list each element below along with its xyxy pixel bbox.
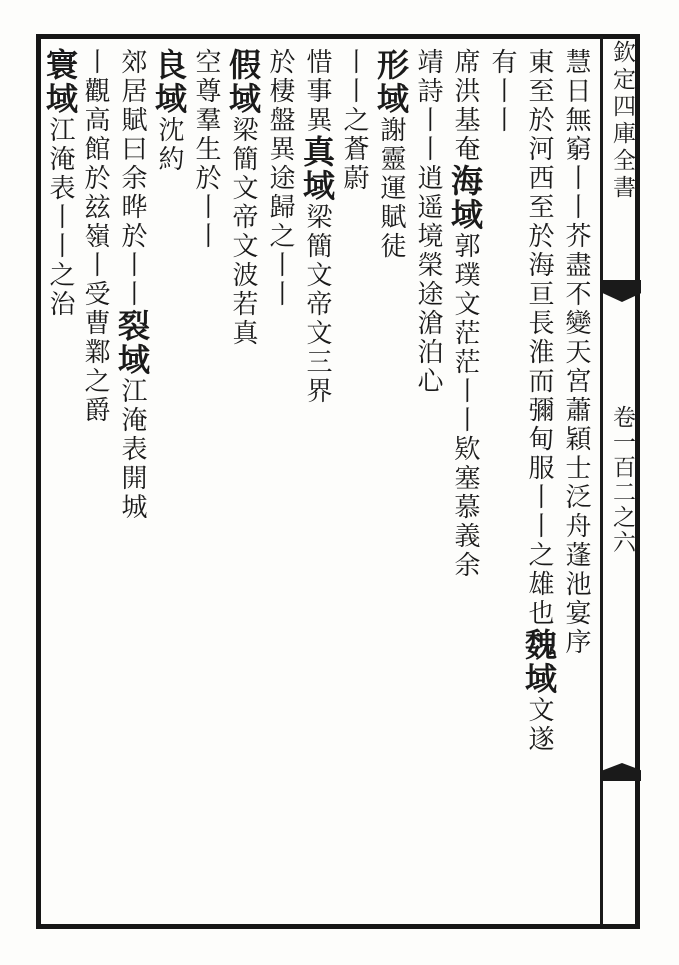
text-column [334, 48, 374, 918]
column-note: 郭璞文茫茫丨丨欵塞慕義余 [450, 232, 480, 580]
column-note [45, 520, 75, 723]
column-note: 空尊羣生於丨丨 [191, 48, 221, 251]
volume-label: 卷一百二之六 [609, 405, 635, 555]
column-text: 於棲盤 [265, 48, 295, 135]
column-text: 有丨丨 [487, 48, 517, 135]
text-column [186, 48, 226, 918]
column-text: 郊居賦曰余晔於丨丨 [117, 48, 147, 309]
text-column [75, 48, 115, 918]
book-title: 欽定四庫全書 [609, 40, 635, 202]
column-note: 丨受曹鄴之爵 [80, 251, 110, 425]
column-note: 江淹表丨丨之治 [45, 116, 75, 319]
text-column [260, 48, 300, 918]
entry-heading: 魏域 [520, 628, 558, 696]
text-column [482, 48, 522, 918]
entry-heading: 裂域 [113, 309, 151, 377]
entry-heading: 良域 [150, 48, 188, 116]
text-column [519, 48, 559, 918]
text-column [223, 48, 263, 918]
column-text: 惜事異 [302, 48, 332, 135]
margin-rule [600, 36, 603, 926]
text-column [556, 48, 596, 918]
entry-heading: 真域 [298, 135, 336, 203]
column-note: 梁簡文帝文波若真 [228, 116, 258, 348]
column-note: 文遂 [524, 696, 554, 754]
column-text: 席洪基奄 [450, 48, 480, 164]
entry-heading: 寰域 [41, 48, 79, 116]
text-column [445, 48, 485, 918]
text-column [297, 48, 337, 918]
column-note: 靖詩丨丨逍遥境榮途滄泊心 [413, 48, 443, 396]
column-note: 梁簡文帝文三界 [302, 203, 332, 406]
column-text: 丨觀高館於玆嶺 [80, 48, 110, 251]
entry-heading: 假域 [224, 48, 262, 116]
text-column [371, 48, 411, 918]
column-note: 謝靈運賦徒 [376, 116, 406, 261]
text-column [408, 48, 448, 918]
column-text: 慧日無窮丨丨芥盡不變天宮蕭穎士泛舟蓬池宴序 [561, 48, 591, 657]
column-note: 沈約 [154, 116, 184, 174]
column-note: 異途歸之丨丨 [265, 135, 295, 309]
text-column [112, 48, 152, 918]
text-column [149, 48, 189, 918]
entry-heading: 形域 [372, 48, 410, 116]
column-note: 江淹表開城 [117, 377, 147, 522]
column-note: 丨丨之蒼蔚 [339, 48, 369, 193]
column-text: 東至於河西至於海亘長淮而彌甸服丨丨之雄也 [524, 48, 554, 628]
entry-heading: 海域 [446, 164, 484, 232]
